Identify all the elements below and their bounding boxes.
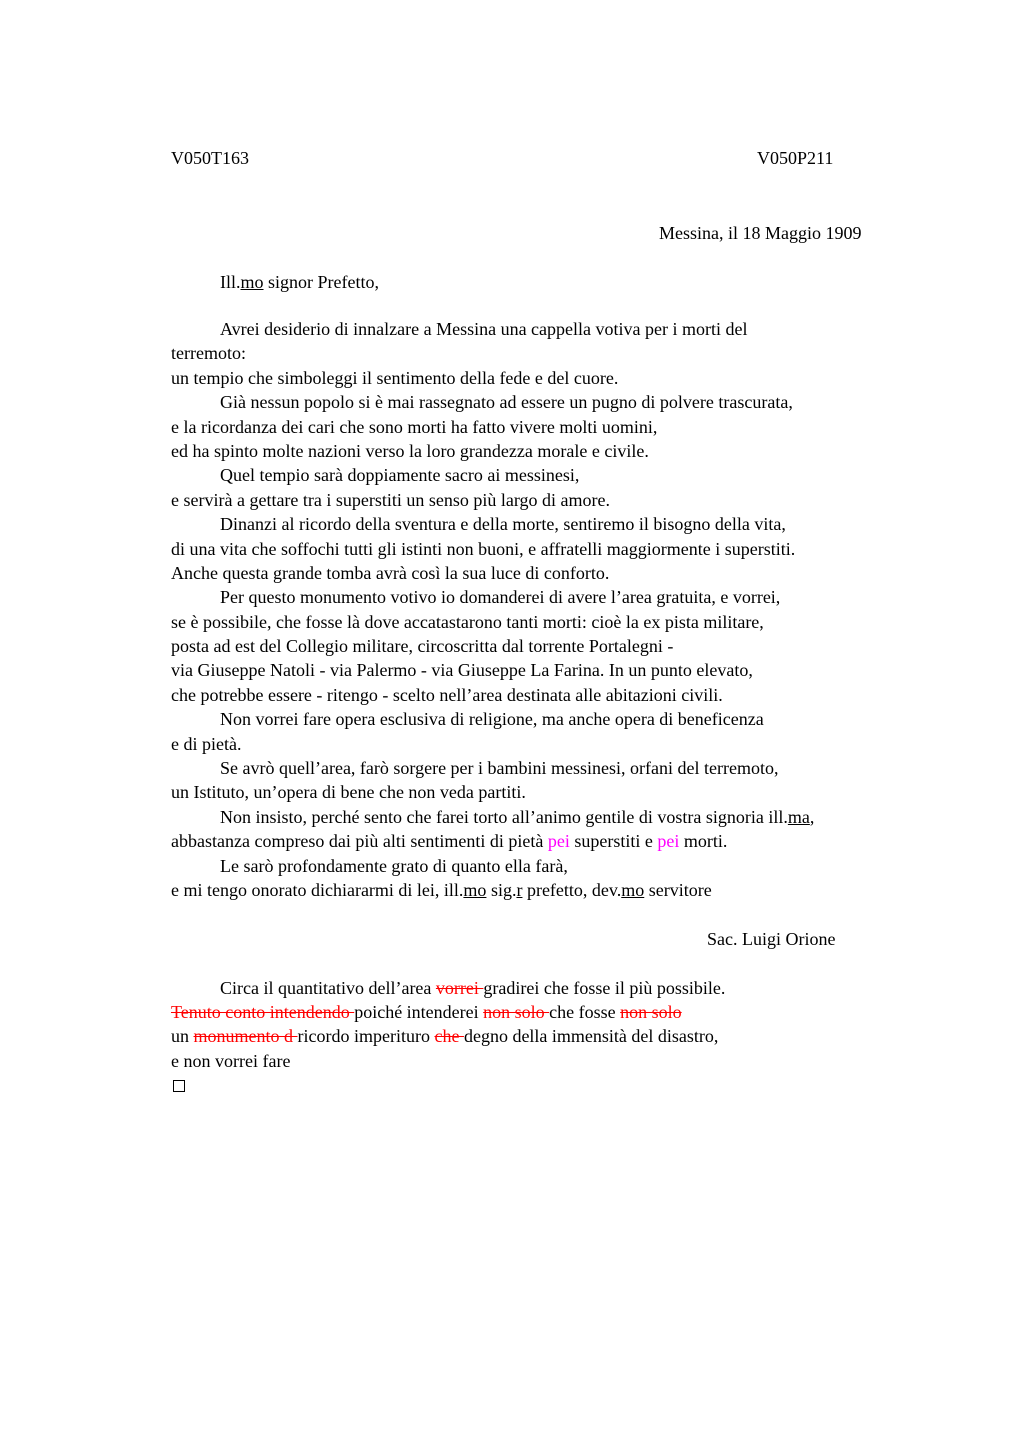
text-line: via Giuseppe Natoli - via Palermo - via Giuseppe La Farina. In un punto elevato,	[171, 660, 753, 681]
text-line	[171, 878, 931, 902]
deleted-text: non solo	[483, 1001, 550, 1022]
abbrev-superscript: ma	[787, 806, 810, 827]
empty-box-icon	[173, 1080, 185, 1092]
postscript-line	[171, 976, 931, 1000]
text-segment: Non insisto, perché sento che farei torto all’animo gentile di vostra signoria ill.	[220, 806, 788, 827]
text-line: Anche questa grande tomba avrà così la sua luce di conforto.	[171, 562, 610, 583]
text-segment: gradirei che fosse il più possibile.	[483, 977, 726, 998]
text-line: un Istituto, un’opera di bene che non veda partiti.	[171, 782, 526, 803]
salutation	[220, 270, 379, 294]
text-segment: ,	[809, 806, 815, 827]
text-segment: ricordo imperituro	[297, 1026, 435, 1047]
text-segment: sig.	[486, 879, 517, 900]
inserted-text: pei	[547, 831, 570, 852]
spacer	[171, 902, 931, 926]
text-line: che potrebbe essere - ritengo - scelto nell’area destinata alle abitazioni civili.	[171, 684, 723, 705]
text-line: ed ha spinto molte nazioni verso la loro grandezza morale e civile.	[171, 440, 649, 461]
deleted-text: non solo	[620, 1001, 682, 1022]
salutation-abbrev: mo	[240, 272, 264, 292]
text-segment: Circa il quantitativo dell’area	[220, 977, 436, 998]
text-line: Non vorrei fare opera esclusiva di religione, ma anche opera di beneficenza	[220, 709, 764, 730]
deleted-text: Tenuto conto intendendo	[171, 1001, 355, 1022]
deleted-text: che	[434, 1026, 464, 1047]
text-segment: che fosse	[549, 1001, 621, 1022]
text-line	[171, 829, 931, 853]
text-line: e servirà a gettare tra i superstiti un senso più largo di amore.	[171, 489, 611, 510]
text-line: Avrei desiderio di innalzare a Messina una cappella votiva per i morti del	[220, 319, 748, 339]
salutation-rest: signor Prefetto,	[263, 272, 379, 292]
abbrev-superscript: mo	[621, 879, 645, 900]
text-line: Dinanzi al ricordo della sventura e della morte, sentiremo il bisogno della vita,	[220, 514, 786, 535]
deleted-text: monumento d	[193, 1026, 298, 1047]
text-segment: morti.	[679, 831, 728, 852]
header-right-code: V050P211	[757, 148, 834, 168]
letter-body	[171, 317, 931, 1098]
text-line: Se avrò quell’area, farò sorgere per i bambini messinesi, orfani del terremoto,	[220, 758, 779, 779]
text-segment: abbastanza compreso dai più alti sentimenti di pietà	[171, 831, 548, 852]
text-line: Le sarò profondamente grato di quanto ella farà,	[220, 855, 568, 876]
text-segment: e mi tengo onorato dichiararmi di lei, ill.	[171, 879, 464, 900]
text-line: e di pietà.	[171, 733, 242, 754]
text-line: un tempio che simboleggi il sentimento della fede e del cuore.	[171, 367, 619, 388]
placeholder-line	[171, 1073, 931, 1097]
abbrev-superscript: r	[516, 879, 523, 900]
text-segment: degno della immensità del disastro,	[463, 1026, 719, 1047]
text-segment: servitore	[644, 879, 712, 900]
spacer	[171, 951, 931, 975]
text-segment: prefetto, dev.	[522, 879, 622, 900]
postscript-line	[171, 1024, 931, 1048]
text-segment: poiché intenderei	[354, 1001, 484, 1022]
text-line: posta ad est del Collegio militare, circoscritta dal torrente Portalegni -	[171, 636, 674, 657]
postscript-line: e non vorrei fare	[171, 1050, 291, 1071]
abbrev-superscript: mo	[463, 879, 487, 900]
text-line	[171, 805, 931, 829]
text-line: di una vita che soffochi tutti gli istinti non buoni, e affratelli maggiormente i superstiti.	[171, 538, 796, 559]
signature: Sac. Luigi Orione	[707, 928, 836, 949]
dateline: Messina, il 18 Maggio 1909	[659, 223, 862, 243]
inserted-text: pei	[657, 831, 680, 852]
text-segment: superstiti e	[569, 831, 658, 852]
text-line: terremoto:	[171, 343, 246, 364]
text-line: Quel tempio sarà doppiamente sacro ai messinesi,	[220, 465, 580, 486]
text-line: Già nessun popolo si è mai rassegnato ad essere un pugno di polvere trascurata,	[220, 392, 793, 413]
text-line: e la ricordanza dei cari che sono morti ha fatto vivere molti uomini,	[171, 416, 658, 437]
salutation-prefix: Ill.	[220, 272, 241, 292]
header-left-code: V050T163	[171, 148, 249, 168]
text-segment: un	[171, 1026, 194, 1047]
deleted-text: vorrei	[435, 977, 484, 998]
text-line: Per questo monumento votivo io domanderei di avere l’area gratuita, e vorrei,	[220, 587, 781, 608]
postscript-line	[171, 1000, 931, 1024]
text-line: se è possibile, che fosse là dove accatastarono tanti morti: cioè la ex pista militare,	[171, 611, 764, 632]
